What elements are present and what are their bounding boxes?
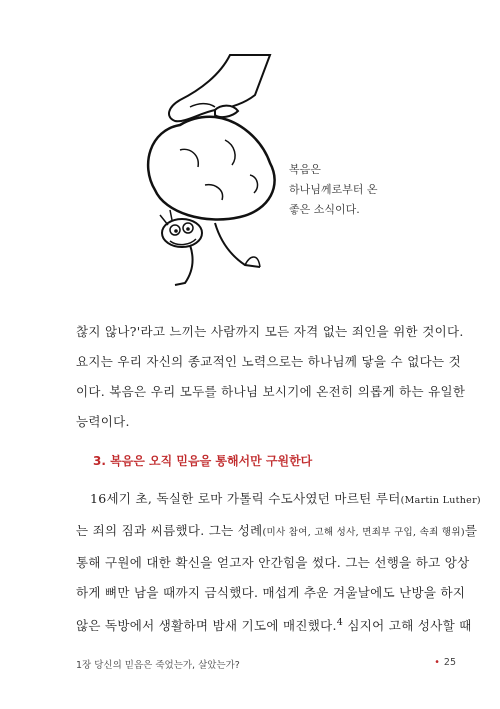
text-annotation: (Martin Luther) xyxy=(400,495,481,506)
text-line xyxy=(76,608,472,641)
text-line xyxy=(76,484,481,516)
section-heading: 3. 복음은 오직 믿음을 통해서만 구원한다 xyxy=(93,454,313,468)
illustration-caption xyxy=(289,160,399,220)
cartoon-illustration xyxy=(120,55,290,295)
text-line: 요지는 우리 자신의 종교적인 노력으로는 하나님께 닿을 수 없다는 것 xyxy=(76,354,461,369)
text-span: 는 죄의 짐과 씨름했다. 그는 성례 xyxy=(76,523,263,538)
caption-line: 복음은 xyxy=(289,163,321,176)
text-line: 이다. 복음은 우리 모두를 하나님 보시기에 온전히 의롭게 하는 유일한 xyxy=(76,384,466,399)
text-line: 능력이다. xyxy=(76,414,130,429)
text-span: 를 xyxy=(464,523,478,538)
text-span: 않은 독방에서 생활하며 밤새 기도에 매진했다. xyxy=(76,618,337,634)
sack-icon xyxy=(148,117,274,220)
paragraph-1 xyxy=(76,317,466,437)
footnote-ref: 4 xyxy=(336,617,344,628)
caption-line: 좋은 소식이다. xyxy=(289,203,360,216)
paragraph-2 xyxy=(76,484,481,641)
page-number: 25 xyxy=(443,657,456,668)
text-line: 통해 구원에 대한 확신을 얻고자 안간힘을 썼다. 그는 선행을 하고 앙상 xyxy=(76,555,470,570)
caption-line: 하나님께로부터 온 xyxy=(289,183,378,196)
bullet-icon: • xyxy=(434,657,440,668)
chapter-title: 1장 당신의 믿음은 죽었는가, 살았는가? xyxy=(76,660,240,671)
text-span: 16세기 초, 독실한 로마 가톨릭 수도사였던 마르틴 루터 xyxy=(90,491,401,506)
text-line: 하게 뼈만 남을 때까지 금식했다. 매섭게 추운 겨울날에도 난방을 하지 xyxy=(76,585,466,600)
text-line: 찮지 않나?'라고 느끼는 사람까지 모든 자격 없는 죄인을 위한 것이다. xyxy=(76,324,464,339)
text-span: 심지어 고해 성사할 때 xyxy=(343,618,472,634)
text-annotation: (미사 참여, 고해 성사, 면죄부 구입, 속죄 행위) xyxy=(262,527,465,538)
figure-icon xyxy=(160,210,260,285)
text-line xyxy=(76,516,478,548)
page-number-wrap xyxy=(434,657,456,668)
